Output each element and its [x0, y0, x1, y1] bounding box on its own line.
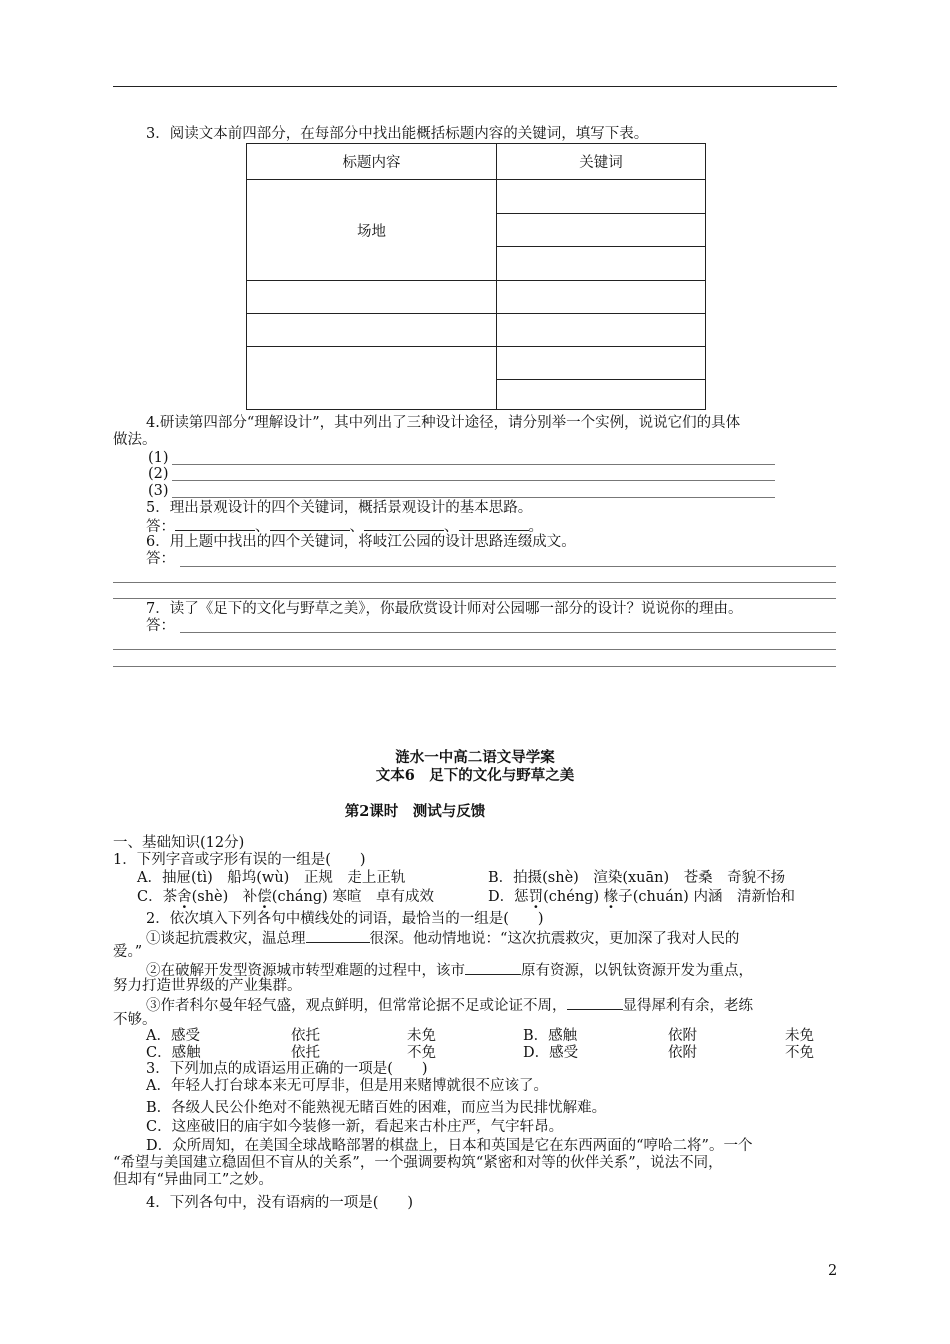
q5-blank-4[interactable] [459, 516, 529, 531]
q2-option-d-3: 不免 [785, 1045, 814, 1061]
q4-answer-line-2[interactable] [172, 480, 775, 481]
q1-option-d-part1: D．惩 [488, 889, 529, 905]
q1-option-c [137, 888, 434, 906]
top-rule [113, 86, 837, 87]
table-header-keyword: 关键词 [497, 144, 706, 180]
q2-option-a-1: A．感受 [146, 1028, 200, 1044]
q4-answer-line-3[interactable] [172, 497, 775, 498]
q2-s1-part-c: 爱。” [113, 944, 143, 960]
q2-option-a-2: 依托 [291, 1028, 320, 1044]
school-title: 涟水一中高二语文导学案 [395, 749, 555, 766]
q1-option-c-part1: C．茶 [137, 889, 178, 905]
q5-blank-3[interactable] [364, 516, 444, 531]
q1-option-b: B．拍摄(shè) 渲染(xuān) 苍桑 奇貌不扬 [488, 870, 786, 886]
q4-item-3: (3) [148, 483, 169, 499]
q6-answer-line-1[interactable] [180, 566, 836, 567]
q2-s1-part-b: 很深。他动情地说：“这次抗震救灾，更加深了我对人民的 [369, 931, 740, 947]
q2-option-a-3: 未免 [407, 1028, 436, 1044]
s1-q3-option-d-line3: 但却有“异曲同工”之妙。 [113, 1172, 273, 1188]
q1-option-d-part5: 子(chuán) 内涵 清新怡和 [618, 889, 795, 905]
q1-option-c-part5: (chánɡ) 寒暄 卓有成效 [271, 889, 434, 905]
keyword-table [246, 143, 706, 410]
table-cell-blank[interactable] [497, 214, 706, 247]
q7-answer-line-1[interactable] [180, 632, 836, 633]
table-cell-site: 场地 [247, 180, 497, 281]
q7-answer-label: 答： [146, 618, 175, 634]
q5-blank-1[interactable] [175, 516, 255, 531]
q2-option-b-3: 未免 [785, 1028, 814, 1044]
s1-q3-option-d-line1: D．众所周知，在美国全球战略部署的棋盘上，日本和英国是它在东西两面的“哼哈二将”。一个 [146, 1138, 753, 1154]
table-cell-blank[interactable] [497, 380, 706, 410]
table-cell-blank[interactable] [247, 314, 497, 347]
q5-blank-2[interactable] [270, 516, 350, 531]
q1-option-a [137, 869, 405, 887]
q1-option-d-dotted-1: 罚 [528, 889, 544, 905]
q5-sep-2: 、 [349, 519, 364, 535]
q7-prompt: 7．读了《足下的文化与野草之美》，你最欣赏设计师对公园哪一部分的设计？说说你的理由。 [146, 601, 743, 617]
q2-option-d-2: 依附 [668, 1045, 697, 1061]
s1-q4-prompt: 4．下列各句中，没有语病的一项是( ) [146, 1195, 414, 1211]
q5-sep-4: 。 [528, 519, 543, 535]
q4-answer-line-1[interactable] [172, 464, 775, 465]
q1-option-c-dotted-2: 偿 [257, 889, 272, 905]
q1-option-a-part2: ì [202, 870, 208, 886]
q2-blank-3[interactable] [567, 995, 623, 1010]
table-cell-blank[interactable] [497, 347, 706, 380]
q7-answer-line-2[interactable] [113, 649, 836, 650]
q2-option-c-1: C．感触 [146, 1045, 201, 1061]
q4-item-2: (2) [148, 466, 169, 482]
q2-option-c-3: 不免 [407, 1045, 436, 1061]
q3-prompt: 3．阅读文本前四部分，在每部分中找出能概括标题内容的关键词，填写下表。 [146, 126, 649, 142]
q5-answer-label: 答： [146, 519, 175, 535]
section-title: 一、基础知识(12分) [113, 835, 245, 851]
q2-sentence-3 [146, 995, 753, 1015]
q7-answer-line-3[interactable] [113, 666, 836, 667]
q1-prompt: 1．下列字音或字形有误的一组是( ) [113, 852, 366, 868]
q2-s2-part-c: 努力打造世界级的产业集群。 [113, 978, 302, 994]
table-cell-blank[interactable] [497, 281, 706, 314]
q2-option-b-1: B．感触 [523, 1028, 578, 1044]
q1-option-a-part1: A．抽屉(t [137, 870, 203, 886]
lesson-title: 第2课时 测试与反馈 [344, 803, 486, 820]
q2-s2-part-a: ②在破解开发型资源城市转型难题的过程中，该市 [146, 963, 465, 979]
q4-prompt-line2: 做法。 [113, 432, 157, 448]
table-cell-blank[interactable] [497, 247, 706, 281]
q2-option-b-2: 依附 [668, 1028, 697, 1044]
q5-prompt: 5．理出景观设计的四个关键词，概括景观设计的基本思路。 [146, 500, 533, 516]
q2-s3-part-c: 不够。 [113, 1012, 157, 1028]
s1-q3-option-b: B．各级人民公仆绝对不能熟视无睹百姓的困难，而应当为民排忧解难。 [146, 1100, 607, 1116]
s1-q3-prompt: 3．下列加点的成语运用正确的一项是( ) [146, 1061, 428, 1077]
q1-option-d [488, 888, 795, 906]
q2-blank-2[interactable] [465, 960, 521, 975]
table-header-title: 标题内容 [247, 144, 497, 180]
s1-q3-option-c: C．这座破旧的庙宇如今装修一新，看起来古朴庄严，气宇轩昂。 [146, 1119, 564, 1135]
q6-answer-line-2[interactable] [113, 582, 836, 583]
table-cell-blank[interactable] [247, 347, 497, 410]
q1-option-a-part3: ) 船坞(wù) 正规 走上正轨 [207, 870, 406, 886]
q2-s3-part-a: ③作者科尔曼年轻气盛，观点鲜明，但常常论据不足或论证不周， [146, 998, 567, 1014]
q2-option-c-2: 依托 [291, 1045, 320, 1061]
table-cell-blank[interactable] [247, 281, 497, 314]
table-cell-blank[interactable] [497, 314, 706, 347]
q2-blank-1[interactable] [306, 928, 370, 943]
text-title: 文本6 足下的文化与野草之美 [375, 767, 575, 784]
q2-s1-part-a: ①谈起抗震救灾，温总理 [146, 931, 306, 947]
q4-prompt-line1: 4.研读第四部分“理解设计”，其中列出了三种设计途径，请分别举一个实例，说说它们的具体 [146, 415, 741, 431]
s1-q3-option-a: A．年轻人打台球本来无可厚非，但是用来赌博就很不应该了。 [146, 1078, 548, 1094]
q1-option-d-dotted-2: 椽 [603, 889, 619, 905]
q1-option-d-part3: (chénɡ) [543, 889, 604, 905]
q2-prompt: 2．依次填入下列各句中横线处的词语，最恰当的一组是( ) [146, 911, 544, 927]
q5-sep-1: 、 [255, 519, 270, 535]
q6-answer-label: 答： [146, 551, 175, 567]
q5-sep-3: 、 [444, 519, 459, 535]
q6-prompt: 6．用上题中找出的四个关键词，将岐江公园的设计思路连缀成文。 [146, 534, 576, 550]
q2-s3-part-b: 显得犀利有余，老练 [622, 998, 753, 1014]
q1-option-c-part3: (shè) 补 [191, 889, 258, 905]
table-cell-blank[interactable] [497, 180, 706, 214]
q2-sentence-1 [146, 928, 739, 948]
s1-q3-option-d-line2: “希望与美国建立稳固但不盲从的关系”，一个强调要构筑“紧密和对等的伙伴关系”，说法不同， [113, 1155, 723, 1171]
q1-option-c-dotted-1: 舍 [177, 889, 192, 905]
q2-s2-part-b: 原有资源，以钒钛资源开发为重点， [521, 963, 753, 979]
q6-answer-line-3[interactable] [113, 598, 836, 599]
page-number: 2 [828, 1263, 838, 1279]
q2-option-d-1: D．感受 [523, 1045, 579, 1061]
q4-item-1: (1) [148, 450, 169, 466]
